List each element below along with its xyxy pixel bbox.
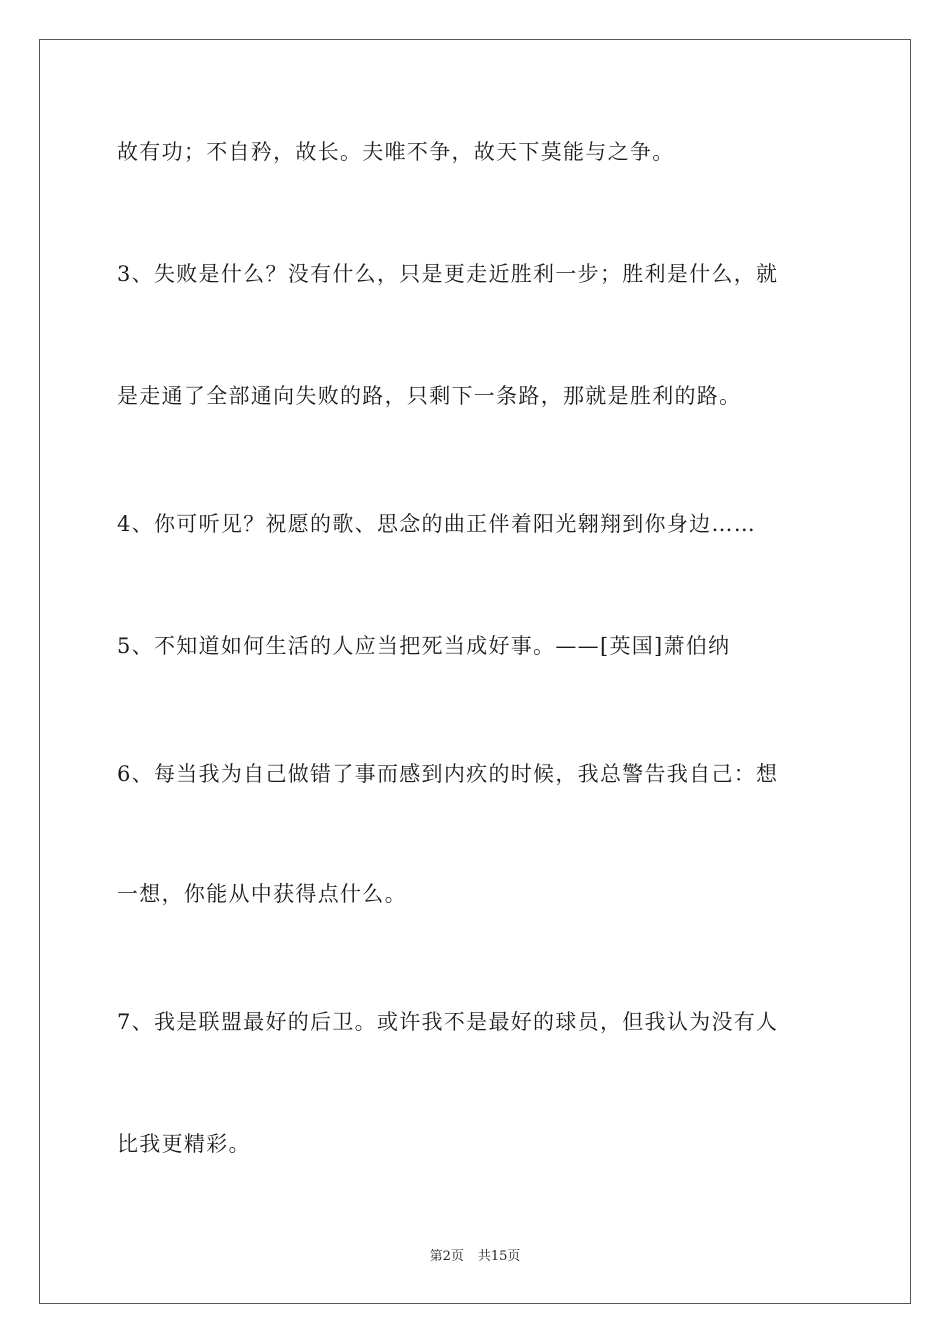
body-text-line: 5、不知道如何生活的人应当把死当成好事。——[英国]萧伯纳 — [117, 634, 731, 658]
page-number-total: 共15页 — [477, 1249, 521, 1264]
page-frame — [39, 39, 911, 1304]
body-text-line: 是走通了全部通向失败的路，只剩下一条路，那就是胜利的路。 — [117, 384, 742, 408]
body-text-line: 4、你可听见？祝愿的歌、思念的曲正伴着阳光翱翔到你身边…… — [117, 512, 757, 536]
body-text-line: 故有功；不自矜，故长。夫唯不争，故天下莫能与之争。 — [117, 140, 675, 164]
body-text-line: 6、每当我为自己做错了事而感到内疚的时候，我总警告我自己：想 — [117, 762, 779, 786]
body-text-line: 比我更精彩。 — [117, 1132, 251, 1156]
page-footer — [0, 1248, 950, 1266]
body-text-line: 一想，你能从中获得点什么。 — [117, 882, 407, 906]
page-number-current: 第2页 — [429, 1249, 464, 1264]
body-text-line: 7、我是联盟最好的后卫。或许我不是最好的球员，但我认为没有人 — [117, 1010, 779, 1034]
body-text-line: 3、失败是什么？没有什么，只是更走近胜利一步；胜利是什么，就 — [117, 262, 779, 286]
